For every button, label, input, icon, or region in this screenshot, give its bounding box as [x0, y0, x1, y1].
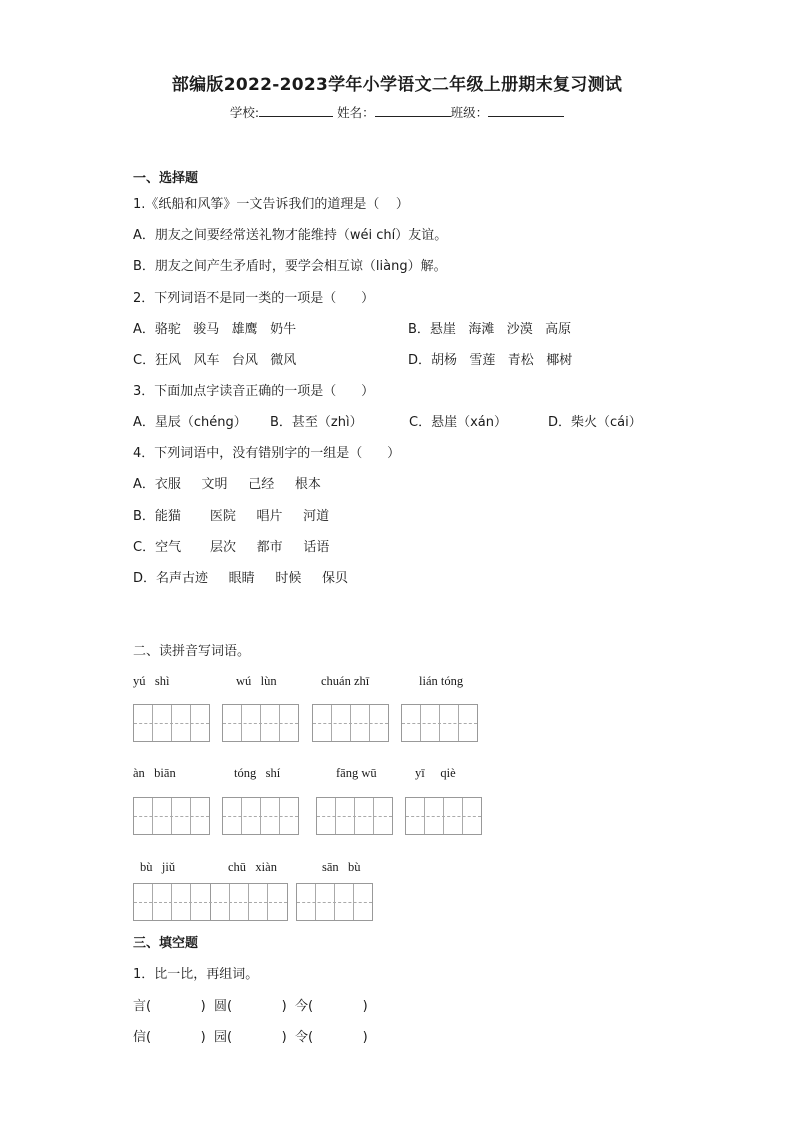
- q4-option-a[interactable]: A．衣服 文明 己经 根本: [133, 477, 321, 492]
- name-label: 姓名：: [337, 105, 375, 120]
- pinyin-label: chuán zhī: [321, 674, 370, 688]
- q3-option-d[interactable]: D．柴火（cái）: [548, 415, 642, 430]
- writing-grid[interactable]: [296, 883, 373, 921]
- pinyin-label: yī qiè: [415, 766, 456, 780]
- pinyin-label: wú lùn: [236, 674, 277, 688]
- question-3: 3．下面加点字读音正确的一项是（ ）: [133, 384, 375, 399]
- q3-option-a[interactable]: A．星辰（chéng）: [133, 415, 247, 430]
- school-blank[interactable]: [259, 104, 333, 117]
- section3-question-1: 1．比一比，再组词。: [133, 967, 259, 982]
- q2-option-b[interactable]: B．悬崖 海滩 沙漠 高原: [408, 322, 572, 337]
- writing-grid[interactable]: [222, 797, 299, 835]
- pinyin-label: lián tóng: [419, 674, 464, 688]
- q2-option-a[interactable]: A．骆驼 骏马 雄鹰 奶牛: [133, 322, 297, 337]
- school-label: 学校:: [229, 105, 260, 120]
- section2-heading: 二、读拼音写词语。: [133, 644, 251, 659]
- student-info: [0, 103, 794, 121]
- writing-grid[interactable]: [401, 704, 478, 742]
- writing-grid[interactable]: [405, 797, 482, 835]
- pinyin-label: fāng wū: [336, 766, 377, 780]
- q1-option-b[interactable]: B．朋友之间产生矛盾时，要学会相互谅（liàng）解。: [133, 259, 447, 274]
- q1-option-a[interactable]: A．朋友之间要经常送礼物才能维持（wéi chí）友谊。: [133, 228, 448, 243]
- page-title: 部编版2022-2023学年小学语文二年级上册期末复习测试: [171, 75, 623, 95]
- name-blank[interactable]: [375, 104, 451, 117]
- pinyin-label: yú shì: [133, 674, 170, 688]
- class-blank[interactable]: [488, 104, 564, 117]
- q3-option-b[interactable]: B．甚至（zhì）: [270, 415, 363, 430]
- writing-grid[interactable]: [133, 883, 288, 921]
- pinyin-label: bù jiǔ: [140, 860, 176, 874]
- section1-heading: 一、选择题: [133, 171, 199, 186]
- class-label: 班级：: [450, 105, 489, 120]
- section3-heading: 三、填空题: [133, 936, 199, 951]
- q2-option-c[interactable]: C．狂风 风车 台风 微风: [133, 353, 297, 368]
- q4-option-d[interactable]: D．名声古迹 眼睛 时候 保贝: [133, 571, 348, 586]
- compare-row-1[interactable]: 言( ) 圆( ) 今( ): [133, 999, 368, 1014]
- pinyin-label: tóng shí: [234, 766, 281, 780]
- question-1: 1.《纸船和风筝》一文告诉我们的道理是（ ）: [133, 197, 409, 212]
- q4-option-c[interactable]: C．空气 层次 都市 话语: [133, 540, 330, 555]
- writing-grid[interactable]: [222, 704, 299, 742]
- pinyin-label: chū xiàn: [228, 860, 277, 874]
- writing-grid[interactable]: [133, 797, 210, 835]
- writing-grid[interactable]: [133, 704, 210, 742]
- q2-option-d[interactable]: D．胡杨 雪莲 青松 椰树: [408, 353, 573, 368]
- q4-option-b[interactable]: B．能猫 医院 唱片 河道: [133, 509, 330, 524]
- pinyin-label: sān bù: [322, 860, 361, 874]
- writing-grid[interactable]: [316, 797, 393, 835]
- q3-option-c[interactable]: C．悬崖（xán）: [409, 415, 507, 430]
- question-4: 4．下列词语中，没有错别字的一组是（ ）: [133, 446, 401, 461]
- pinyin-label: àn biān: [133, 766, 176, 780]
- writing-grid[interactable]: [312, 704, 389, 742]
- question-2: 2．下列词语不是同一类的一项是（ ）: [133, 291, 375, 306]
- compare-row-2[interactable]: 信( ) 园( ) 令( ): [133, 1030, 368, 1045]
